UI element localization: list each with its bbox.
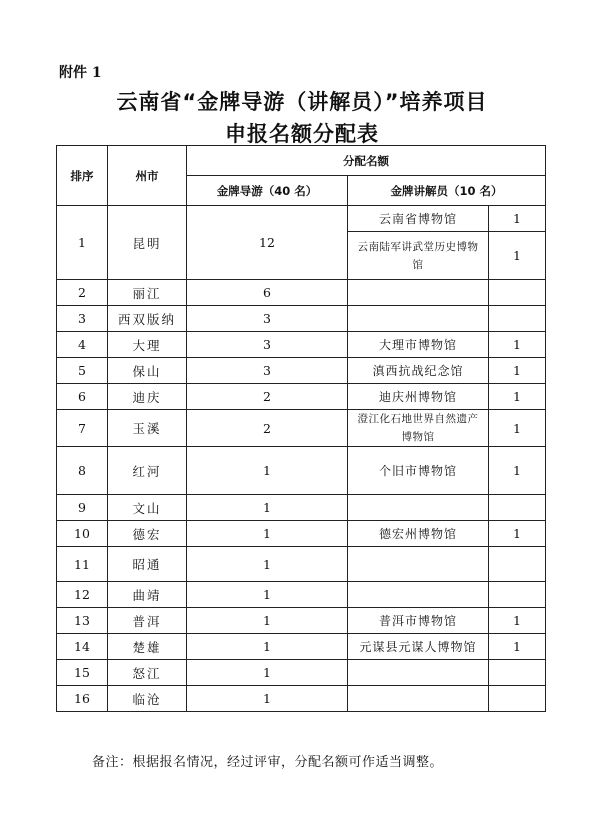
cell-lecturer-count (489, 660, 546, 686)
header-city: 州市 (108, 146, 187, 206)
cell-city: 怒江 (108, 660, 187, 686)
cell-order: 12 (57, 582, 108, 608)
header-order: 排序 (57, 146, 108, 206)
table-row (57, 660, 546, 686)
cell-city: 文山 (108, 495, 187, 521)
table-row (57, 306, 546, 332)
cell-city: 昭通 (108, 547, 187, 582)
footnote: 备注：根据报名情况，经过评审，分配名额可作适当调整。 (92, 755, 444, 770)
cell-museum-name: 元谋县元谋人博物馆 (348, 634, 489, 660)
cell-lecturer-count: 1 (489, 447, 546, 495)
cell-lecturer-count (489, 686, 546, 712)
cell-guide-count: 1 (187, 608, 348, 634)
attachment-label: 附件 1 (59, 65, 102, 81)
cell-museum-name: 普洱市博物馆 (348, 608, 489, 634)
cell-order: 10 (57, 521, 108, 547)
table-row (57, 634, 546, 660)
table-row (57, 608, 546, 634)
cell-guide-count: 1 (187, 686, 348, 712)
cell-museum-name (348, 582, 489, 608)
cell-order: 4 (57, 332, 108, 358)
cell-city: 丽江 (108, 280, 187, 306)
cell-museum-name: 澄江化石地世界自然遗产博物馆 (348, 410, 489, 447)
cell-guide-count: 1 (187, 521, 348, 547)
cell-city: 楚雄 (108, 634, 187, 660)
cell-guide-count: 1 (187, 582, 348, 608)
cell-guide-count: 2 (187, 384, 348, 410)
cell-lecturer-count (489, 495, 546, 521)
allocation-table (56, 145, 546, 712)
table-row (57, 547, 546, 582)
cell-museum-name (348, 280, 489, 306)
cell-guide-count: 1 (187, 634, 348, 660)
cell-lecturer-count: 1 (489, 384, 546, 410)
table-row (57, 206, 546, 232)
cell-order: 5 (57, 358, 108, 384)
table-row (57, 582, 546, 608)
header-allocation: 分配名额 (187, 146, 546, 176)
header-lecturer: 金牌讲解员（10 名） (348, 176, 546, 206)
table-row (57, 495, 546, 521)
cell-city: 临沧 (108, 686, 187, 712)
table-row (57, 686, 546, 712)
cell-guide-count: 1 (187, 660, 348, 686)
cell-museum-name: 迪庆州博物馆 (348, 384, 489, 410)
cell-guide-count: 1 (187, 547, 348, 582)
cell-order: 8 (57, 447, 108, 495)
table-row (57, 384, 546, 410)
cell-order: 2 (57, 280, 108, 306)
cell-museum-name (348, 495, 489, 521)
cell-order: 9 (57, 495, 108, 521)
cell-lecturer-count: 1 (489, 358, 546, 384)
cell-lecturer-count (489, 280, 546, 306)
cell-lecturer-count: 1 (489, 206, 546, 232)
cell-guide-count: 1 (187, 495, 348, 521)
cell-museum-name: 云南陆军讲武堂历史博物馆 (348, 232, 489, 280)
cell-order: 6 (57, 384, 108, 410)
cell-city: 保山 (108, 358, 187, 384)
cell-museum-name (348, 660, 489, 686)
cell-lecturer-count: 1 (489, 332, 546, 358)
cell-museum-name: 大理市博物馆 (348, 332, 489, 358)
cell-lecturer-count: 1 (489, 634, 546, 660)
cell-order: 14 (57, 634, 108, 660)
cell-lecturer-count: 1 (489, 521, 546, 547)
cell-order: 7 (57, 410, 108, 447)
cell-order: 16 (57, 686, 108, 712)
cell-guide-count: 2 (187, 410, 348, 447)
cell-museum-name (348, 547, 489, 582)
cell-guide-count: 3 (187, 332, 348, 358)
cell-order: 1 (57, 206, 108, 280)
cell-order: 3 (57, 306, 108, 332)
table-row (57, 410, 546, 447)
cell-city: 昆明 (108, 206, 187, 280)
table-row (57, 358, 546, 384)
cell-order: 11 (57, 547, 108, 582)
cell-museum-name: 滇西抗战纪念馆 (348, 358, 489, 384)
cell-city: 西双版纳 (108, 306, 187, 332)
table-row (57, 332, 546, 358)
table-row (57, 280, 546, 306)
cell-museum-name: 云南省博物馆 (348, 206, 489, 232)
cell-museum-name (348, 306, 489, 332)
cell-guide-count: 3 (187, 358, 348, 384)
header-guide: 金牌导游（40 名） (187, 176, 348, 206)
cell-city: 红河 (108, 447, 187, 495)
cell-lecturer-count (489, 547, 546, 582)
cell-city: 曲靖 (108, 582, 187, 608)
cell-order: 13 (57, 608, 108, 634)
document-subtitle: 申报名额分配表 (225, 122, 379, 146)
cell-museum-name: 德宏州博物馆 (348, 521, 489, 547)
table-row (57, 521, 546, 547)
cell-city: 迪庆 (108, 384, 187, 410)
cell-lecturer-count (489, 582, 546, 608)
cell-guide-count: 3 (187, 306, 348, 332)
cell-order: 15 (57, 660, 108, 686)
cell-guide-count: 12 (187, 206, 348, 280)
cell-lecturer-count: 1 (489, 410, 546, 447)
cell-guide-count: 1 (187, 447, 348, 495)
cell-museum-name: 个旧市博物馆 (348, 447, 489, 495)
cell-lecturer-count: 1 (489, 608, 546, 634)
table-row (57, 447, 546, 495)
cell-city: 玉溪 (108, 410, 187, 447)
cell-city: 德宏 (108, 521, 187, 547)
cell-lecturer-count (489, 306, 546, 332)
cell-lecturer-count: 1 (489, 232, 546, 280)
cell-city: 普洱 (108, 608, 187, 634)
cell-city: 大理 (108, 332, 187, 358)
document-title: 云南省“金牌导游（讲解员）”培养项目 (116, 90, 488, 114)
cell-guide-count: 6 (187, 280, 348, 306)
cell-museum-name (348, 686, 489, 712)
